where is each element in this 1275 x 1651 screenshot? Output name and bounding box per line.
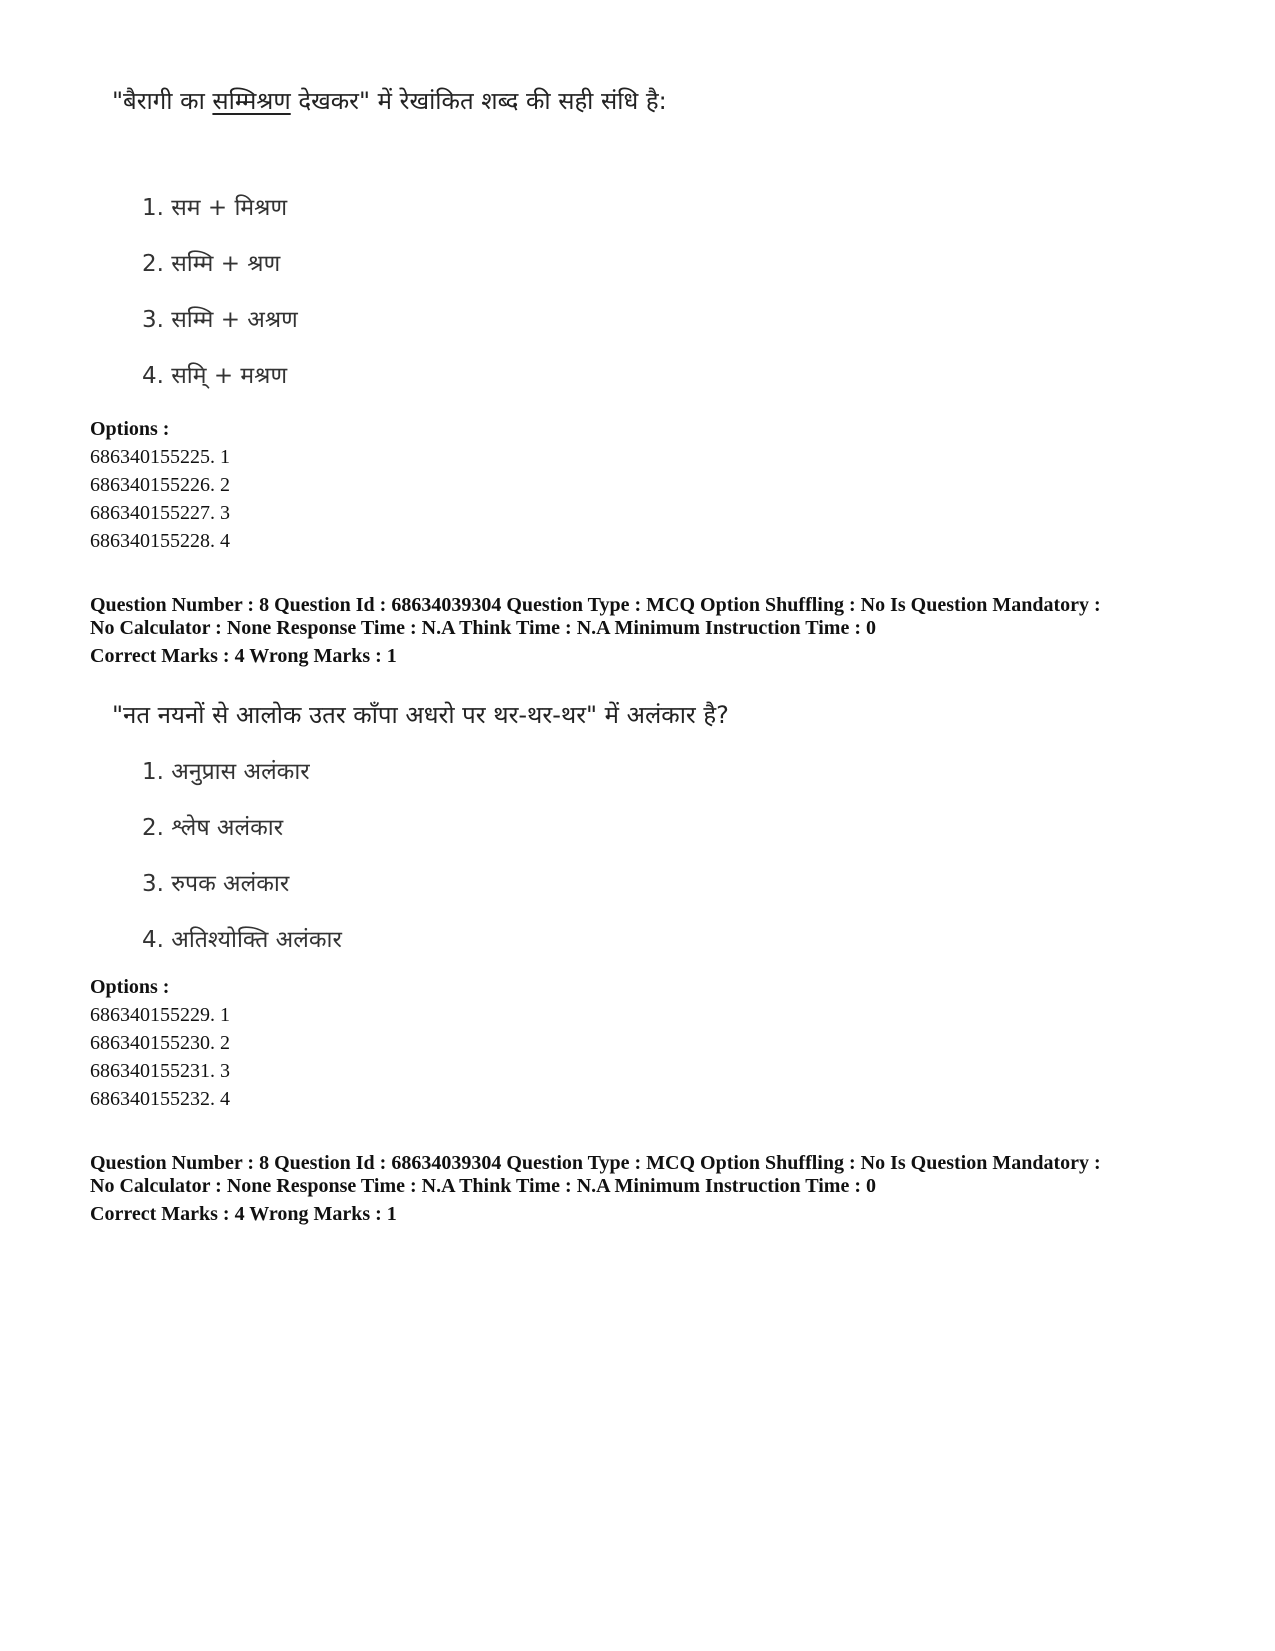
question-2-options-label: Options :	[90, 976, 170, 998]
question-2-choice-1: 1. अनुप्रास अलंकार	[142, 759, 310, 785]
question-1-stem	[112, 84, 667, 117]
question-2-choice-4: 4. अतिश्योक्ति अलंकार	[142, 927, 342, 953]
question-2-choice-3: 3. रुपक अलंकार	[142, 871, 290, 897]
question-3-marks: Correct Marks : 4 Wrong Marks : 1	[90, 1203, 397, 1225]
question-2-header-line-2: No Calculator : None Response Time : N.A Think Time : N.A Minimum Instruction Time : 0	[90, 617, 876, 639]
question-1-options-label: Options :	[90, 418, 170, 440]
question-2-stem: "नत नयनों से आलोक उतर काँपा अधरो पर थर-थर-थर" में अलंकार है?	[112, 701, 729, 729]
question-2-choice-2: 2. श्लेष अलंकार	[142, 815, 284, 841]
question-1-option-4: 686340155228. 4	[90, 530, 230, 552]
question-2-option-1: 686340155229. 1	[90, 1004, 230, 1026]
question-1-stem-suffix: देखकर" में रेखांकित शब्द की सही संधि है:	[290, 87, 667, 115]
question-1-choice-3: 3. सम्मि + अश्रण	[142, 307, 298, 333]
question-1-option-1: 686340155225. 1	[90, 446, 230, 468]
question-1-option-3: 686340155227. 3	[90, 502, 230, 524]
question-3-header-line-2: No Calculator : None Response Time : N.A Think Time : N.A Minimum Instruction Time : 0	[90, 1175, 876, 1197]
question-1-choice-4: 4. समि् + मश्रण	[142, 363, 288, 389]
question-2-option-2: 686340155230. 2	[90, 1032, 230, 1054]
question-2-header-line-1: Question Number : 8 Question Id : 68634039304 Question Type : MCQ Option Shuffling : No Is Question Mandatory :	[90, 594, 1101, 616]
question-1-stem-prefix: "बैरागी का	[112, 87, 213, 115]
question-2-option-3: 686340155231. 3	[90, 1060, 230, 1082]
question-1-choice-2: 2. सम्मि + श्रण	[142, 251, 281, 277]
question-1-option-2: 686340155226. 2	[90, 474, 230, 496]
question-2-marks: Correct Marks : 4 Wrong Marks : 1	[90, 645, 397, 667]
question-1-choice-1: 1. सम + मिश्रण	[142, 195, 288, 221]
question-1-stem-underlined-word: सम्मिश्रण	[212, 87, 291, 115]
question-2-option-4: 686340155232. 4	[90, 1088, 230, 1110]
question-3-header-line-1: Question Number : 8 Question Id : 68634039304 Question Type : MCQ Option Shuffling : No Is Question Mandatory :	[90, 1152, 1101, 1174]
